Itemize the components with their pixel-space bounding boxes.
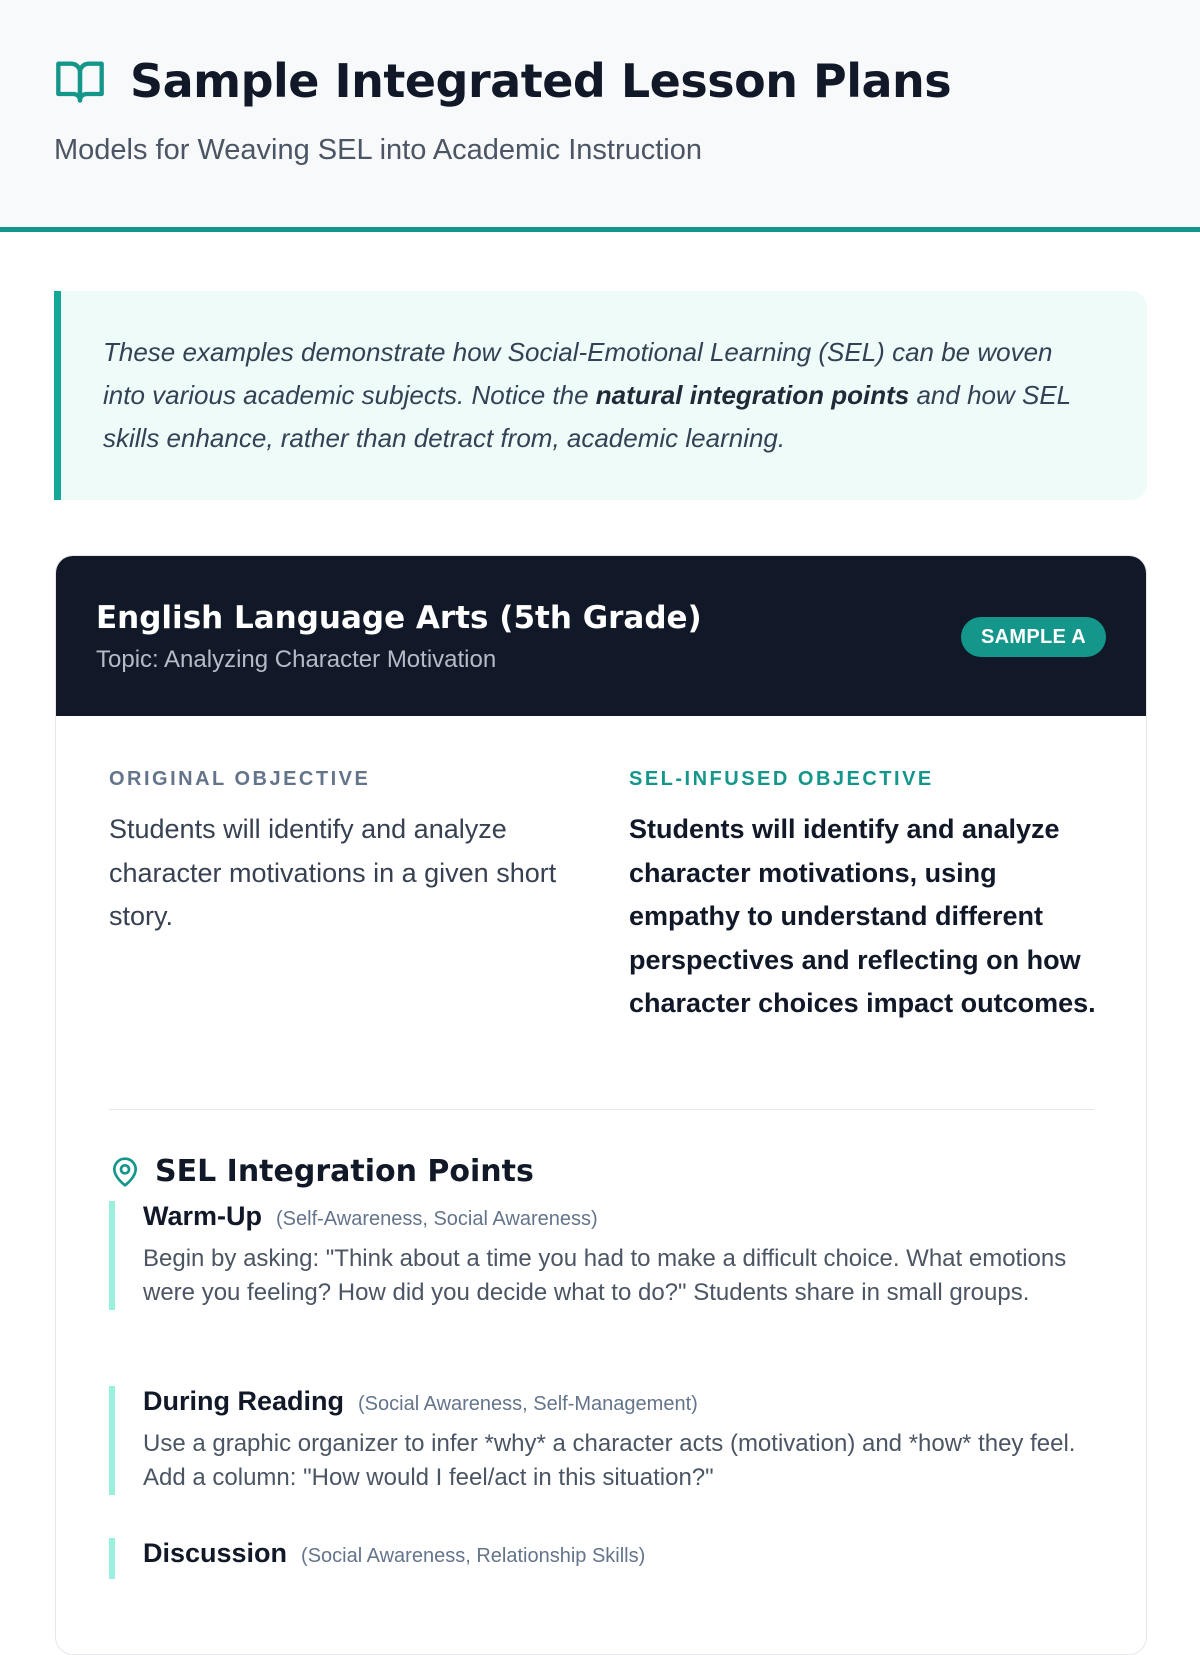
section-divider xyxy=(109,1109,1094,1110)
integration-points-title: SEL Integration Points xyxy=(155,1154,534,1189)
lesson-card xyxy=(55,555,1147,1655)
sample-badge: SAMPLE A xyxy=(961,617,1106,657)
lesson-topic: Topic: Analyzing Character Motivation xyxy=(96,646,497,673)
point-name: During Reading xyxy=(143,1386,344,1416)
original-objective-text: Students will identify and analyze character motivations in a given short story. xyxy=(109,814,557,931)
page-title: Sample Integrated Lesson Plans xyxy=(130,54,952,108)
intro-text xyxy=(103,331,1087,460)
point-name: Discussion xyxy=(143,1538,288,1568)
page-subtitle: Models for Weaving SEL into Academic Instruction xyxy=(54,134,702,166)
intro-callout xyxy=(54,291,1147,500)
original-objective-label: ORIGINAL OBJECTIVE xyxy=(109,768,371,790)
book-open-icon xyxy=(54,55,106,107)
point-tags: (Social Awareness, Relationship Skills) xyxy=(301,1545,646,1567)
sel-objective-label: SEL-INFUSED OBJECTIVE xyxy=(629,768,934,790)
point-name: Warm-Up xyxy=(143,1201,262,1231)
point-description: Use a graphic organizer to infer *why* a character acts (motivation) and *how* they feel. Add a column: "How would I feel/act in this situation?" xyxy=(143,1430,1076,1491)
title-row xyxy=(54,54,951,108)
point-description: Begin by asking: "Think about a time you had to make a difficult choice. What emotions were you feeling? How did you decide what to do?" Students share in small groups. xyxy=(143,1245,1067,1306)
integration-point xyxy=(109,1201,1094,1310)
lesson-card-header xyxy=(56,556,1146,716)
lesson-title: English Language Arts (5th Grade) xyxy=(96,600,702,636)
sel-objective-text: Students will identify and analyze character motivations, using empathy to understand different perspectives and reflecting on how character choices impact outcomes. xyxy=(629,814,1096,1018)
integration-point xyxy=(109,1386,1094,1495)
integration-point xyxy=(109,1538,1094,1579)
page-header xyxy=(0,0,1200,232)
intro-emphasis: natural integration points xyxy=(595,380,910,410)
point-tags: (Social Awareness, Self-Management) xyxy=(358,1393,698,1415)
point-tags: (Self-Awareness, Social Awareness) xyxy=(276,1208,598,1230)
map-pin-icon xyxy=(109,1155,141,1189)
integration-points-heading xyxy=(109,1154,534,1189)
intro-text-after: and how SEL skills enhance, rather than detract from, academic learning. xyxy=(103,380,1071,453)
intro-text-before: These examples demonstrate how Social-Emotional Learning (SEL) can be woven into various academic subjects. Notice the xyxy=(103,337,1053,410)
